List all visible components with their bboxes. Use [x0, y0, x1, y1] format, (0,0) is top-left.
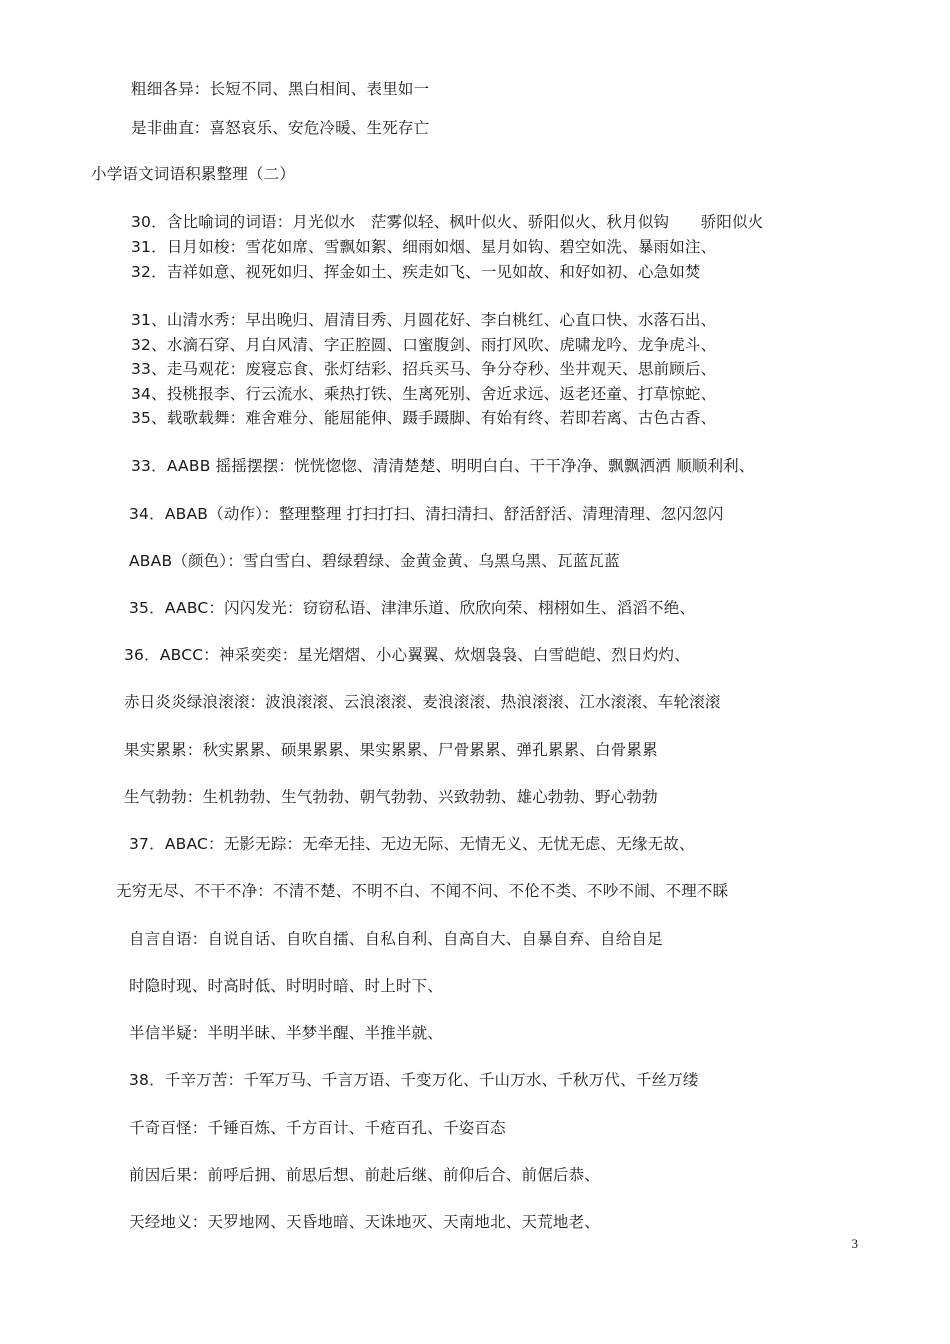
text-line-abac: 37．ABAC：无影无踪：无牵无挂、无边无际、无情无义、无忧无虑、无缘无故、	[129, 835, 695, 853]
text-line-35b: 35、载歌载舞：难舍难分、能屈能伸、蹑手蹑脚、有始有终、若即若离、古色古香、	[131, 409, 717, 427]
page-number: 3	[851, 1236, 858, 1251]
text-line-34b: 34、投桃报李、行云流水、乘热打铁、生离死别、舍近求远、返老还童、打草惊蛇、	[131, 385, 717, 403]
text-line-cuxi: 粗细各异：长短不同、黑白相间、表里如一	[131, 80, 430, 98]
section-heading: 小学语文词语积累整理（二）	[91, 165, 296, 183]
text-line-leilei: 果实累累：秋实累累、硕果累累、果实累累、尸骨累累、弹孔累累、白骨累累	[124, 741, 658, 759]
text-line-ziyan: 自言自语：自说自话、自吹自擂、自私自利、自高自大、自暴自弃、自给自足	[129, 930, 663, 948]
text-line-abab-action: 34．ABAB（动作）：整理整理 打扫打扫、清扫清扫、舒活舒活、清理清理、忽闪忽闪	[129, 505, 724, 523]
text-line-qianyin: 前因后果：前呼后拥、前思后想、前赴后继、前仰后合、前倨后恭、	[129, 1166, 601, 1184]
text-line-tianjing: 天经地义：天罗地网、天昏地暗、天诛地灭、天南地北、天荒地老、	[129, 1213, 601, 1231]
text-line-38: 38．千辛万苦：千军万马、千言万语、千变万化、千山万水、千秋万代、千丝万缕	[129, 1071, 699, 1089]
text-line-32b: 32、水滴石穿、月白风清、字正腔圆、口蜜腹剑、雨打风吹、虎啸龙吟、龙争虎斗、	[131, 336, 717, 354]
text-line-aabb: 33．AABB 摇摇摆摆：恍恍惚惚、清清楚楚、明明白白、干干净净、飘飘洒洒 顺顺利利、	[131, 457, 755, 475]
text-line-33b: 33、走马观花：废寝忘食、张灯结彩、招兵买马、争分夺秒、坐井观天、思前顾后、	[131, 360, 717, 378]
text-line-wuqiong: 无穷无尽、不干不净：不清不楚、不明不白、不闻不问、不伦不类、不吵不闹、不理不睬	[116, 882, 729, 900]
text-line-shiyin: 时隐时现、时高时低、时明时暗、时上时下、	[129, 977, 444, 995]
text-line-gungun: 赤日炎炎绿浪滚滚：波浪滚滚、云浪滚滚、麦浪滚滚、热浪滚滚、江水滚滚、车轮滚滚	[124, 693, 721, 711]
text-line-abab-color: ABAB（颜色）：雪白雪白、碧绿碧绿、金黄金黄、乌黑乌黑、瓦蓝瓦蓝	[129, 552, 620, 570]
text-line-aabc: 35．AABC：闪闪发光：窃窃私语、津津乐道、欣欣向荣、栩栩如生、滔滔不绝、	[129, 599, 696, 617]
text-line-31a: 31．日月如梭：雪花如席、雪飘如絮、细雨如烟、星月如钩、碧空如洗、暴雨如注、	[131, 238, 717, 256]
text-line-32a: 32．吉祥如意、视死如归、挥金如土、疾走如飞、一见如故、和好如初、心急如焚	[131, 263, 701, 281]
text-line-30: 30．含比喻词的词语：月光似水 茫雾似轻、枫叶似火、骄阳似火、秋月似钩 骄阳似火	[131, 213, 764, 231]
text-line-shifei: 是非曲直：喜怒哀乐、安危冷暖、生死存亡	[131, 119, 430, 137]
text-line-banxin: 半信半疑：半明半昧、半梦半醒、半推半就、	[129, 1024, 444, 1042]
text-line-qianqi: 千奇百怪：千锤百炼、千方百计、千疮百孔、千姿百态	[129, 1119, 506, 1137]
text-line-bobo: 生气勃勃：生机勃勃、生气勃勃、朝气勃勃、兴致勃勃、雄心勃勃、野心勃勃	[124, 788, 658, 806]
text-line-31b: 31、山清水秀：早出晚归、眉清目秀、月圆花好、李白桃红、心直口快、水落石出、	[131, 311, 717, 329]
text-line-abcc: 36．ABCC：神采奕奕：星光熠熠、小心翼翼、炊烟袅袅、白雪皑皑、烈日灼灼、	[124, 646, 690, 664]
